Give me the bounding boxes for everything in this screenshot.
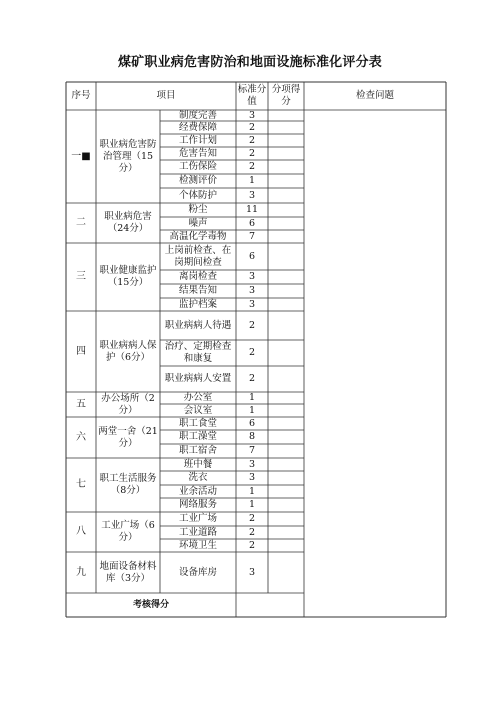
subitem-standard-score: 2 [248, 526, 256, 538]
subitem-name: 职业病病人安置 [164, 373, 232, 384]
subitem-standard-score: 3 [248, 472, 256, 483]
category-name: 职业健康监护（15分） [99, 265, 157, 288]
category-name: 地面设备材料库（3分） [99, 560, 157, 584]
subitem-standard-score: 6 [248, 217, 256, 229]
subitem-name: 业余活动 [178, 485, 217, 497]
subitem-name: 工作计划 [178, 134, 217, 146]
subitem-standard-score: 2 [248, 373, 256, 384]
page-title: 煤矿职业病危害防治和地面设施标准化评分表 [117, 55, 382, 70]
subitem-standard-score: 3 [248, 285, 256, 296]
subitem-standard-score: 7 [248, 230, 256, 242]
subitem-standard-score: 3 [248, 298, 256, 310]
subitem-score-cell[interactable] [268, 121, 304, 134]
subitem-name: 经费保障 [178, 121, 217, 133]
subitem-name: 上岗前检查、在岗期间检查 [164, 244, 232, 268]
header-index: 序号 [71, 90, 91, 101]
category-index: 四 [76, 345, 86, 357]
subitem-score-cell[interactable] [268, 284, 304, 298]
subitem-score-cell[interactable] [268, 366, 304, 392]
subitem-score-cell[interactable] [268, 270, 304, 284]
category-name: 职业病病人保护（6分） [99, 339, 157, 363]
subitem-name: 职工宿舍 [178, 445, 217, 456]
subitem-name: 班中餐 [183, 458, 213, 470]
subitem-name: 职工澡堂 [178, 431, 217, 442]
subitem-name: 离岗检查 [178, 271, 217, 282]
subitem-standard-score: 1 [248, 485, 256, 497]
subitem-name: 工业道路 [178, 526, 217, 538]
subitem-standard-score: 2 [248, 147, 256, 159]
category-index: 七 [76, 479, 86, 490]
subitem-score-cell[interactable] [268, 298, 304, 311]
category-index: 三 [76, 271, 86, 282]
subitem-name: 危害告知 [178, 147, 217, 159]
subitem-score-cell[interactable] [268, 217, 304, 230]
subitem-score-cell[interactable] [268, 526, 304, 539]
category-name: 职业病危害防治管理（15分） [99, 138, 157, 174]
subitem-standard-score: 2 [248, 121, 256, 133]
subitem-standard-score: 7 [248, 445, 256, 456]
subitem-standard-score: 2 [248, 539, 256, 551]
subitem-standard-score: 1 [248, 499, 256, 510]
subitem-score-cell[interactable] [268, 110, 304, 121]
subitem-standard-score: 6 [248, 417, 256, 429]
subitem-name: 噪声 [188, 217, 208, 229]
header-item: 项目 [156, 90, 176, 101]
category-name: 办公场所（2分） [101, 392, 155, 416]
subitem-score-cell[interactable] [268, 392, 304, 404]
subitem-name: 制度完善 [178, 110, 217, 121]
category-index: 八 [76, 526, 86, 537]
category-index: 五 [76, 398, 86, 410]
category-index: 六 [76, 431, 86, 443]
subitem-score-cell[interactable] [268, 243, 304, 270]
subitem-score-cell[interactable] [268, 471, 304, 485]
subitem-standard-score: 2 [248, 513, 256, 524]
subitem-score-cell[interactable] [268, 203, 304, 217]
category-name: 职工生活服务（8分） [99, 473, 157, 496]
subitem-name: 洗衣 [188, 472, 208, 483]
subitem-name: 结果告知 [178, 285, 217, 296]
subitem-standard-score: 11 [245, 204, 259, 215]
subitem-name: 高温化学毒物 [169, 230, 227, 242]
subitem-name: 职业病病人待遇 [164, 319, 232, 331]
subitem-standard-score: 1 [248, 392, 256, 403]
subitem-score-cell[interactable] [268, 230, 304, 243]
subitem-name: 个体防护 [178, 189, 217, 201]
header-standard-score: 标准分值 [237, 84, 267, 107]
subitem-score-cell[interactable] [268, 430, 304, 444]
subitem-score-cell[interactable] [268, 539, 304, 552]
subitem-name: 职工食堂 [178, 417, 217, 429]
subitem-score-cell[interactable] [268, 188, 304, 203]
subitem-standard-score: 3 [248, 271, 256, 282]
category-name: 两堂一舍（21分） [98, 425, 158, 449]
subitem-standard-score: 3 [248, 566, 256, 578]
subitem-standard-score: 3 [248, 189, 256, 201]
subitem-standard-score: 2 [248, 319, 256, 331]
subitem-name: 会议室 [183, 404, 213, 416]
subitem-score-cell[interactable] [268, 160, 304, 174]
subitem-score-cell[interactable] [268, 340, 304, 366]
category-index: 一■ [71, 150, 91, 162]
subitem-name: 监护档案 [178, 298, 217, 310]
subitem-standard-score: 3 [248, 110, 256, 121]
subitem-score-cell[interactable] [268, 458, 304, 471]
subitem-name: 设备库房 [178, 566, 217, 578]
subitem-name: 网络服务 [178, 499, 217, 510]
category-index: 二 [76, 217, 86, 228]
subitem-score-cell[interactable] [268, 311, 304, 340]
subitem-standard-score: 1 [248, 175, 256, 186]
header-issues: 检查问题 [355, 90, 394, 101]
subitem-standard-score: 1 [248, 404, 256, 416]
subitem-score-cell[interactable] [268, 444, 304, 458]
subitem-name: 工伤保险 [178, 161, 217, 172]
subitem-standard-score: 3 [248, 458, 256, 470]
subitem-standard-score: 8 [248, 431, 256, 442]
subitem-name: 治疗、定期检查和康复 [164, 341, 232, 364]
header-item-score: 分项得分 [271, 84, 301, 107]
subitem-name: 工业广场 [178, 513, 217, 524]
subitem-score-cell[interactable] [268, 134, 304, 147]
subitem-score-cell[interactable] [268, 552, 304, 593]
subitem-score-cell[interactable] [268, 512, 304, 526]
subitem-score-cell[interactable] [268, 417, 304, 430]
subitem-standard-score: 6 [248, 250, 256, 262]
subitem-score-cell[interactable] [268, 485, 304, 498]
category-index: 九 [76, 566, 86, 578]
subitem-score-cell[interactable] [268, 498, 304, 512]
subitem-name: 办公室 [183, 392, 213, 403]
category-name: 职业病危害（24分） [104, 211, 152, 234]
subitem-score-cell[interactable] [268, 174, 304, 188]
subitem-standard-score: 2 [248, 347, 256, 358]
total-score-value[interactable] [236, 593, 446, 617]
subitem-name: 粉尘 [188, 204, 208, 215]
subitem-standard-score: 2 [248, 134, 256, 146]
subitem-score-cell[interactable] [268, 147, 304, 160]
subitem-name: 检测评价 [178, 175, 217, 186]
subitem-score-cell[interactable] [268, 404, 304, 417]
total-score-label: 考核得分 [132, 600, 169, 610]
category-name: 工业广场（6分） [101, 520, 155, 543]
subitem-name: 环境卫生 [178, 539, 217, 551]
subitem-standard-score: 2 [248, 161, 256, 172]
